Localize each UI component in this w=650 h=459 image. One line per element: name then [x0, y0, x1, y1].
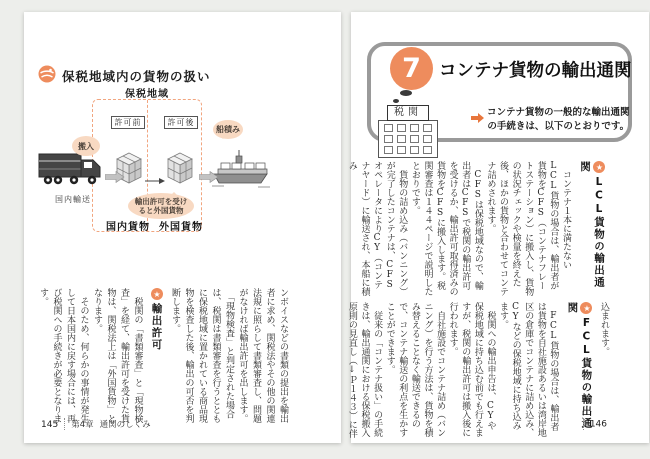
- page-number: 146: [589, 419, 607, 430]
- cargo-box-icon: [167, 152, 193, 186]
- page-146: [346, 12, 649, 443]
- right-page-footer: [577, 418, 607, 430]
- section-number-badge: 7: [390, 47, 433, 90]
- permit-note-line1: 輸出許可を受け: [134, 197, 188, 206]
- before-permission-tag: 許可前: [111, 116, 145, 129]
- lead-text: [487, 106, 630, 134]
- bonded-area-label: 保税地域: [125, 89, 169, 100]
- star-icon: ★: [152, 289, 162, 299]
- chapter-title: 通関のしくみ: [99, 419, 151, 430]
- body-paragraph: 自社施設でコンテナ詰め（バンニング）を行う方法は、貨物を積み替えることなく輸送できるので、コンテナ輸送の利点を生かすことができます。: [384, 302, 446, 437]
- section-heading-export-permit: [150, 288, 164, 426]
- lead-arrow-icon: [471, 108, 484, 134]
- right-page-body-top: [346, 161, 610, 297]
- body-paragraph: 従来の「コンテナ扱い」の手続きは、輸出通関における保税搬入原則の見直し（↓Ｐ１４３）に伴: [346, 302, 383, 438]
- left-page-body: [38, 288, 289, 426]
- thought-dot: [400, 90, 412, 96]
- body-paragraph: 貨物の詰め込み（バンニング）が完了したコンテナは、CFSオペレータによりCY（コンテナヤード）に輸送され、本船に積み: [346, 161, 408, 296]
- thought-dot: [393, 99, 399, 103]
- body-paragraph: ンボイスなどの書類の提出を輸出者に求め、関税法やその他の関連法規に照らして書類審査し、問題がなければ輸出許可を出します。: [237, 288, 288, 423]
- chapter-number: 第4章: [71, 419, 94, 430]
- left-page-footer: [41, 418, 151, 431]
- export-permit-note-bubble: [128, 193, 194, 219]
- star-icon: ★: [582, 303, 592, 313]
- flow-arrow-icon: [145, 170, 165, 189]
- section-title-box: [367, 42, 632, 142]
- body-paragraph: 税関の「書類審査」と「現物検査」を経て、輸出許可を受けた貨物は、関税法上は「外国貨物」となります。: [92, 288, 143, 423]
- body-paragraph: 「現物検査」と判定された場合は、税関は書類審査を行うとともに保税地域に置かれている商品現物を検査した後、輸出の可否を判断します。: [170, 288, 234, 423]
- page-number: 145: [41, 419, 59, 430]
- body-paragraph: CFSは保税地域なので、輸出者はCFSで税関の輸出許可を受けるか、輸出許可取得済みの貨物をCFSに搬入します。税関審査は１４４ページで説明したとおりです。: [409, 161, 483, 296]
- container-ship-icon: [212, 148, 270, 190]
- body-paragraph: 込まれます。: [599, 302, 609, 356]
- loading-bubble: 船積み: [213, 120, 243, 139]
- domestic-transport-label: 国内輸送: [55, 195, 91, 204]
- section-heading-lcl: [578, 161, 606, 297]
- body-paragraph: コンテナ１本に満たないLCL貨物の場合は、輸出者が貨物をCFS（コンテナフレートステーション）に搬入し、貨物の状況チェックや検量を終えた後、ほかの貨物と合わせてコンテナ詰めされます。: [485, 161, 571, 296]
- section-title: コンテナ貨物の輸出通関: [439, 61, 632, 81]
- footer-divider: [64, 418, 65, 430]
- flow-arrow-icon: [199, 168, 219, 187]
- after-permission-tag: 許可後: [164, 116, 198, 129]
- lead-line-2: の手続きは、以下のとおりです。: [487, 121, 630, 132]
- section-heading-text: 輸出許可: [150, 303, 163, 351]
- foreign-cargo-label: 外国貨物: [159, 222, 203, 233]
- lead-line-1: コンテナ貨物の一般的な輸出通関: [487, 107, 630, 118]
- footer-divider: [583, 418, 584, 430]
- permit-note-line2: ると外国貨物: [138, 206, 184, 215]
- flow-arrow-icon: [105, 168, 125, 187]
- carry-in-bubble: 搬入: [72, 136, 100, 156]
- right-page-body-bottom: [346, 302, 610, 438]
- section-lead: [471, 106, 630, 134]
- section-heading-text: FCL貨物の輸出通関: [566, 302, 593, 430]
- bonded-area-diagram: [24, 12, 341, 272]
- body-paragraph: 税関への輸出申告は、CYや保税地域に持ち込む前でも行えますが、税関の輸出許可は搬入後に行われます。: [447, 302, 496, 437]
- building-body: [378, 120, 438, 158]
- body-paragraph: そのため、何らかの事情が発生して日本国内に戻す場合には、再び税関への手続きが必要となります。: [38, 288, 89, 423]
- section-heading-text: LCL貨物の輸出通関: [579, 161, 605, 289]
- page-145: [24, 12, 341, 443]
- domestic-cargo-label: 国内貨物: [106, 222, 150, 233]
- customs-sign: 税関: [387, 105, 429, 121]
- left-page-title: 保税地域内の貨物の扱い: [62, 69, 211, 84]
- body-paragraph: FCL貨物の場合は、輸出者は貨物を自社施設あるいは湾岸地区の倉庫でコンテナに詰め込み、CYなどの保税地域に持ち込みます。: [498, 302, 559, 437]
- star-icon: ★: [595, 162, 604, 172]
